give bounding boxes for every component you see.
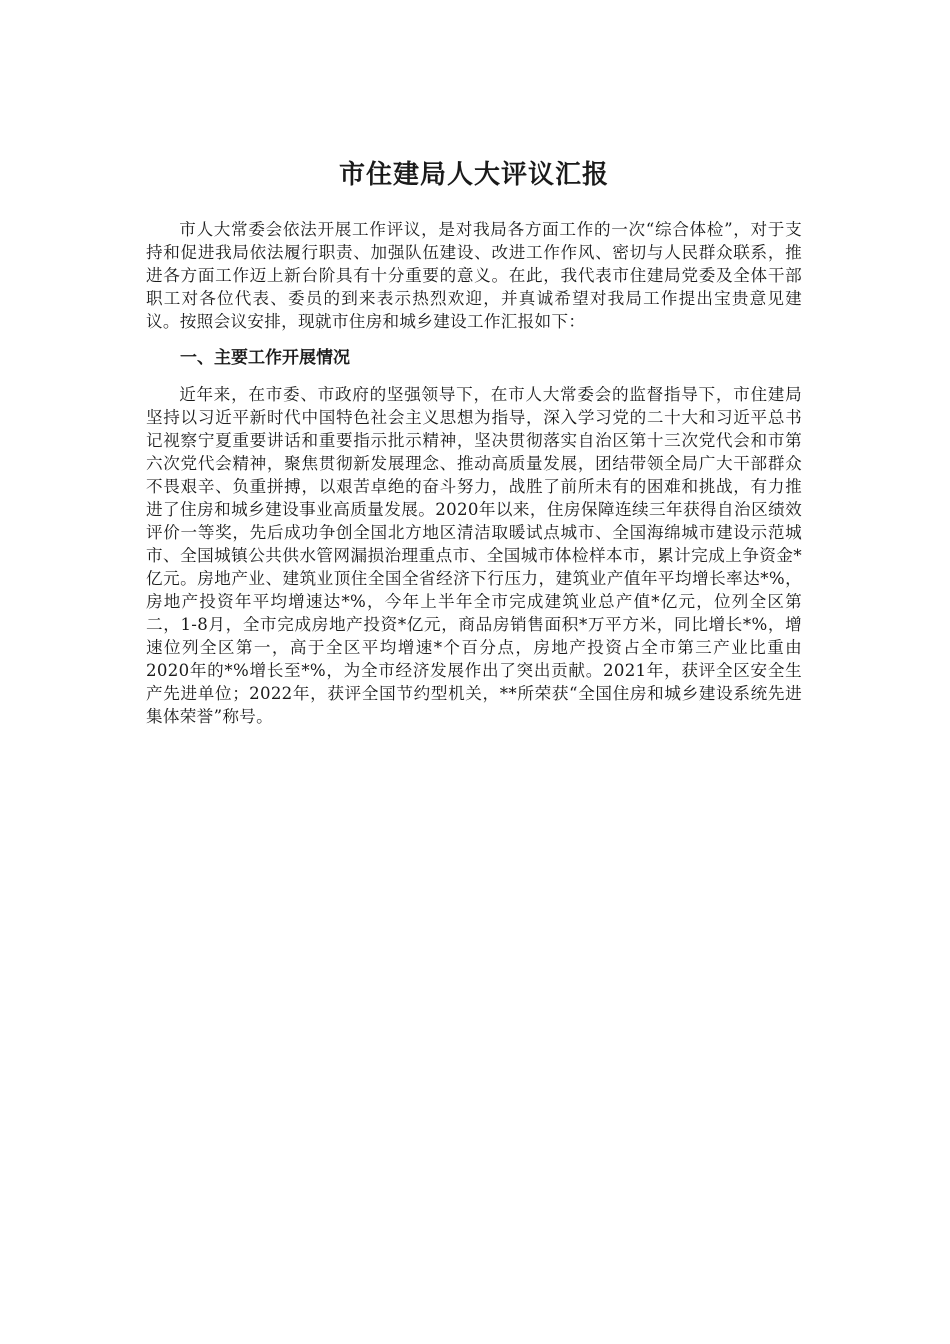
document-title: 市住建局人大评议汇报 <box>338 160 609 190</box>
document-page <box>146 150 802 728</box>
section-body-paragraph: 近年来，在市委、市政府的坚强领导下，在市人大常委会的监督指导下，市住建局坚持以习近平新时代中国特色社会主义思想为指导，深入学习党的二十大和习近平总书记视察宁夏重要讲话和重要指示批示精神，坚决贯彻落实自治区第十三次党代会和市第六次党代会精神，聚焦贯彻新发展理念、推动高质量发展，团结带领全局广大干部群众不畏艰辛、负重拼搏，以艰苦卓绝的奋斗努力，战胜了前所未有的困难和挑战，有力推进了住房和城乡建设事业高质量发展。2020年以来，住房保障连续三年获得自治区绩效评价一等奖，先后成功争创全国北方地区清洁取暖试点城市、全国海绵城市建设示范城市、全国城镇公共供水管网漏损治理重点市、全国城市体检样本市，累计完成上争资金*亿元。房地产业、建筑业顶住全国全省经济下行压力，建筑业产值年平均增长率达*%，房地产投资年平均增速达*%，今年上半年全市完成建筑业总产值*亿元，位列全区第二，1-8月，全市完成房地产投资*亿元，商品房销售面积*万平方米，同比增长*%，增速位列全区第一，高于全区平均增速*个百分点，房地产投资占全市第三产业比重由2020年的*%增长至*%，为全市经济发展作出了突出贡献。2021年，获评全区安全生产先进单位；2022年，获评全国节约型机关，**所荣获“全国住房和城乡建设系统先进集体荣誉”称号。 <box>146 385 802 726</box>
section-heading: 一、主要工作开展情况 <box>180 348 350 368</box>
intro-paragraph: 市人大常委会依法开展工作评议，是对我局各方面工作的一次“综合体检”，对于支持和促进我局依法履行职责、加强队伍建设、改进工作作风、密切与人民群众联系，推进各方面工作迈上新台阶具有十分重要的意义。在此，我代表市住建局党委及全体干部职工对各位代表、委员的到来表示热烈欢迎，并真诚希望对我局工作提出宝贵意见建议。按照会议安排，现就市住房和城乡建设工作汇报如下： <box>146 220 802 331</box>
